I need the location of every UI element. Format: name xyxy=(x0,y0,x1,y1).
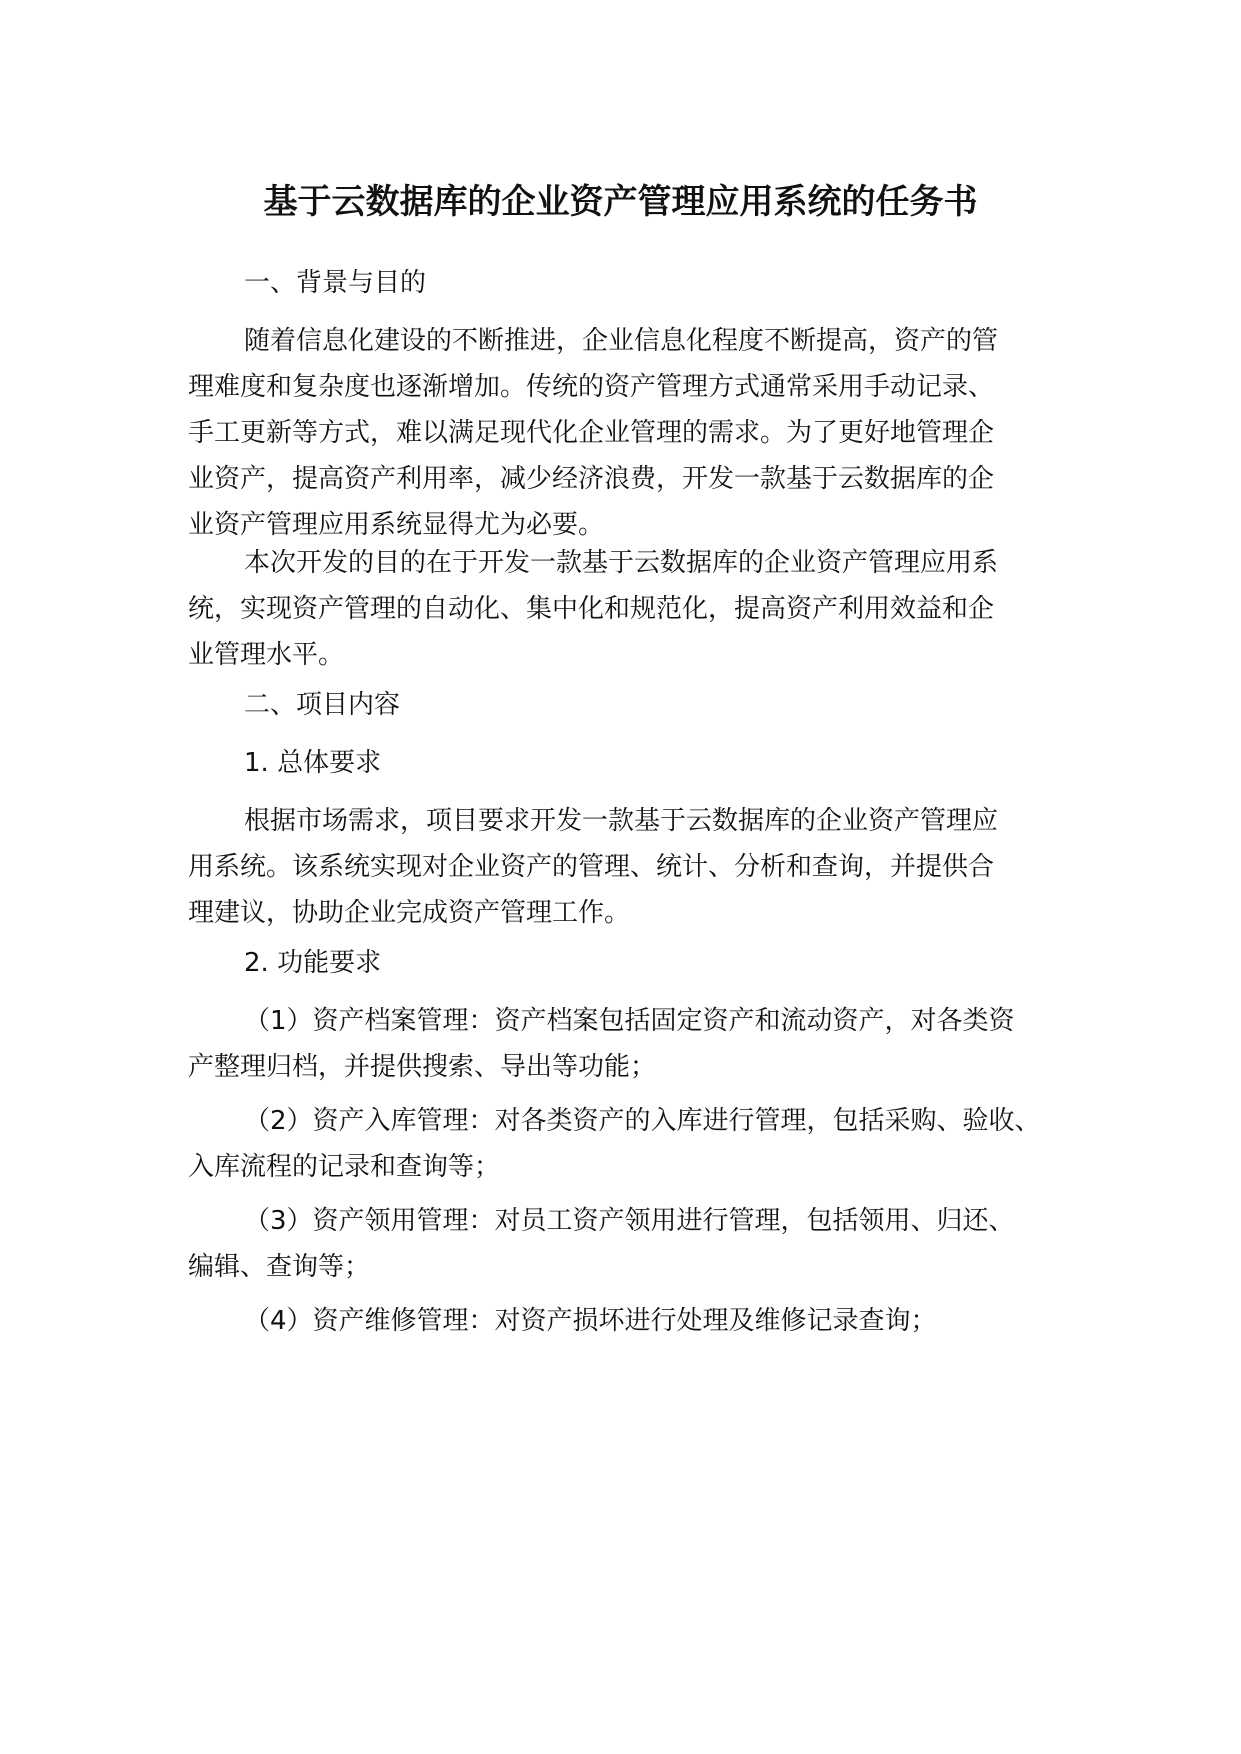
paragraph-line: 业资产，提高资产利用率，减少经济浪费，开发一款基于云数据库的企 xyxy=(188,464,995,494)
document-title: 基于云数据库的企业资产管理应用系统的任务书 xyxy=(263,182,978,222)
paragraph-line: 理建议，协助企业完成资产管理工作。 xyxy=(188,898,631,928)
paragraph-general-requirements xyxy=(188,798,1058,936)
subheading-text: 2. 功能要求 xyxy=(244,948,382,978)
paragraph-purpose xyxy=(188,540,1058,678)
paragraph-line: 手工更新等方式，难以满足现代化企业管理的需求。为了更好地管理企 xyxy=(188,418,995,448)
section-heading-text: 一、背景与目的 xyxy=(244,268,427,298)
paragraph-line: 业资产管理应用系统显得尤为必要。 xyxy=(188,510,605,540)
list-item-archive xyxy=(188,998,1058,1090)
list-item-line: （4）资产维修管理：对资产损坏进行处理及维修记录查询； xyxy=(244,1306,937,1336)
list-item-line: 产整理归档，并提供搜索、导出等功能； xyxy=(188,1052,657,1082)
paragraph-line: 理难度和复杂度也逐渐增加。传统的资产管理方式通常采用手动记录、 xyxy=(188,372,995,402)
list-item-line: 入库流程的记录和查询等； xyxy=(188,1152,501,1182)
paragraph-line: 随着信息化建设的不断推进，企业信息化程度不断提高，资产的管 xyxy=(244,326,999,356)
list-item-line: （2）资产入库管理：对各类资产的入库进行管理，包括采购、验收、 xyxy=(244,1106,1041,1136)
section-heading-background xyxy=(188,260,1058,306)
paragraph-line: 统，实现资产管理的自动化、集中化和规范化，提高资产利用效益和企 xyxy=(188,594,995,624)
paragraph-line: 根据市场需求，项目要求开发一款基于云数据库的企业资产管理应 xyxy=(244,806,999,836)
list-item-line: （1）资产档案管理：资产档案包括固定资产和流动资产，对各类资 xyxy=(244,1006,1015,1036)
list-item-line: （3）资产领用管理：对员工资产领用进行管理，包括领用、归还、 xyxy=(244,1206,1015,1236)
section-heading-text: 二、项目内容 xyxy=(244,690,401,720)
paragraph-line: 用系统。该系统实现对企业资产的管理、统计、分析和查询，并提供合 xyxy=(188,852,995,882)
subheading-text: 1. 总体要求 xyxy=(244,748,382,778)
list-item-warehousing xyxy=(188,1098,1058,1190)
list-item-maintenance xyxy=(188,1298,1058,1344)
paragraph-background xyxy=(188,318,1058,548)
paragraph-line: 业管理水平。 xyxy=(188,640,345,670)
list-item-line: 编辑、查询等； xyxy=(188,1252,371,1282)
paragraph-line: 本次开发的目的在于开发一款基于云数据库的企业资产管理应用系 xyxy=(244,548,999,578)
subheading-general xyxy=(188,740,1058,786)
list-item-requisition xyxy=(188,1198,1058,1290)
section-heading-project xyxy=(188,682,1058,728)
subheading-functions xyxy=(188,940,1058,986)
